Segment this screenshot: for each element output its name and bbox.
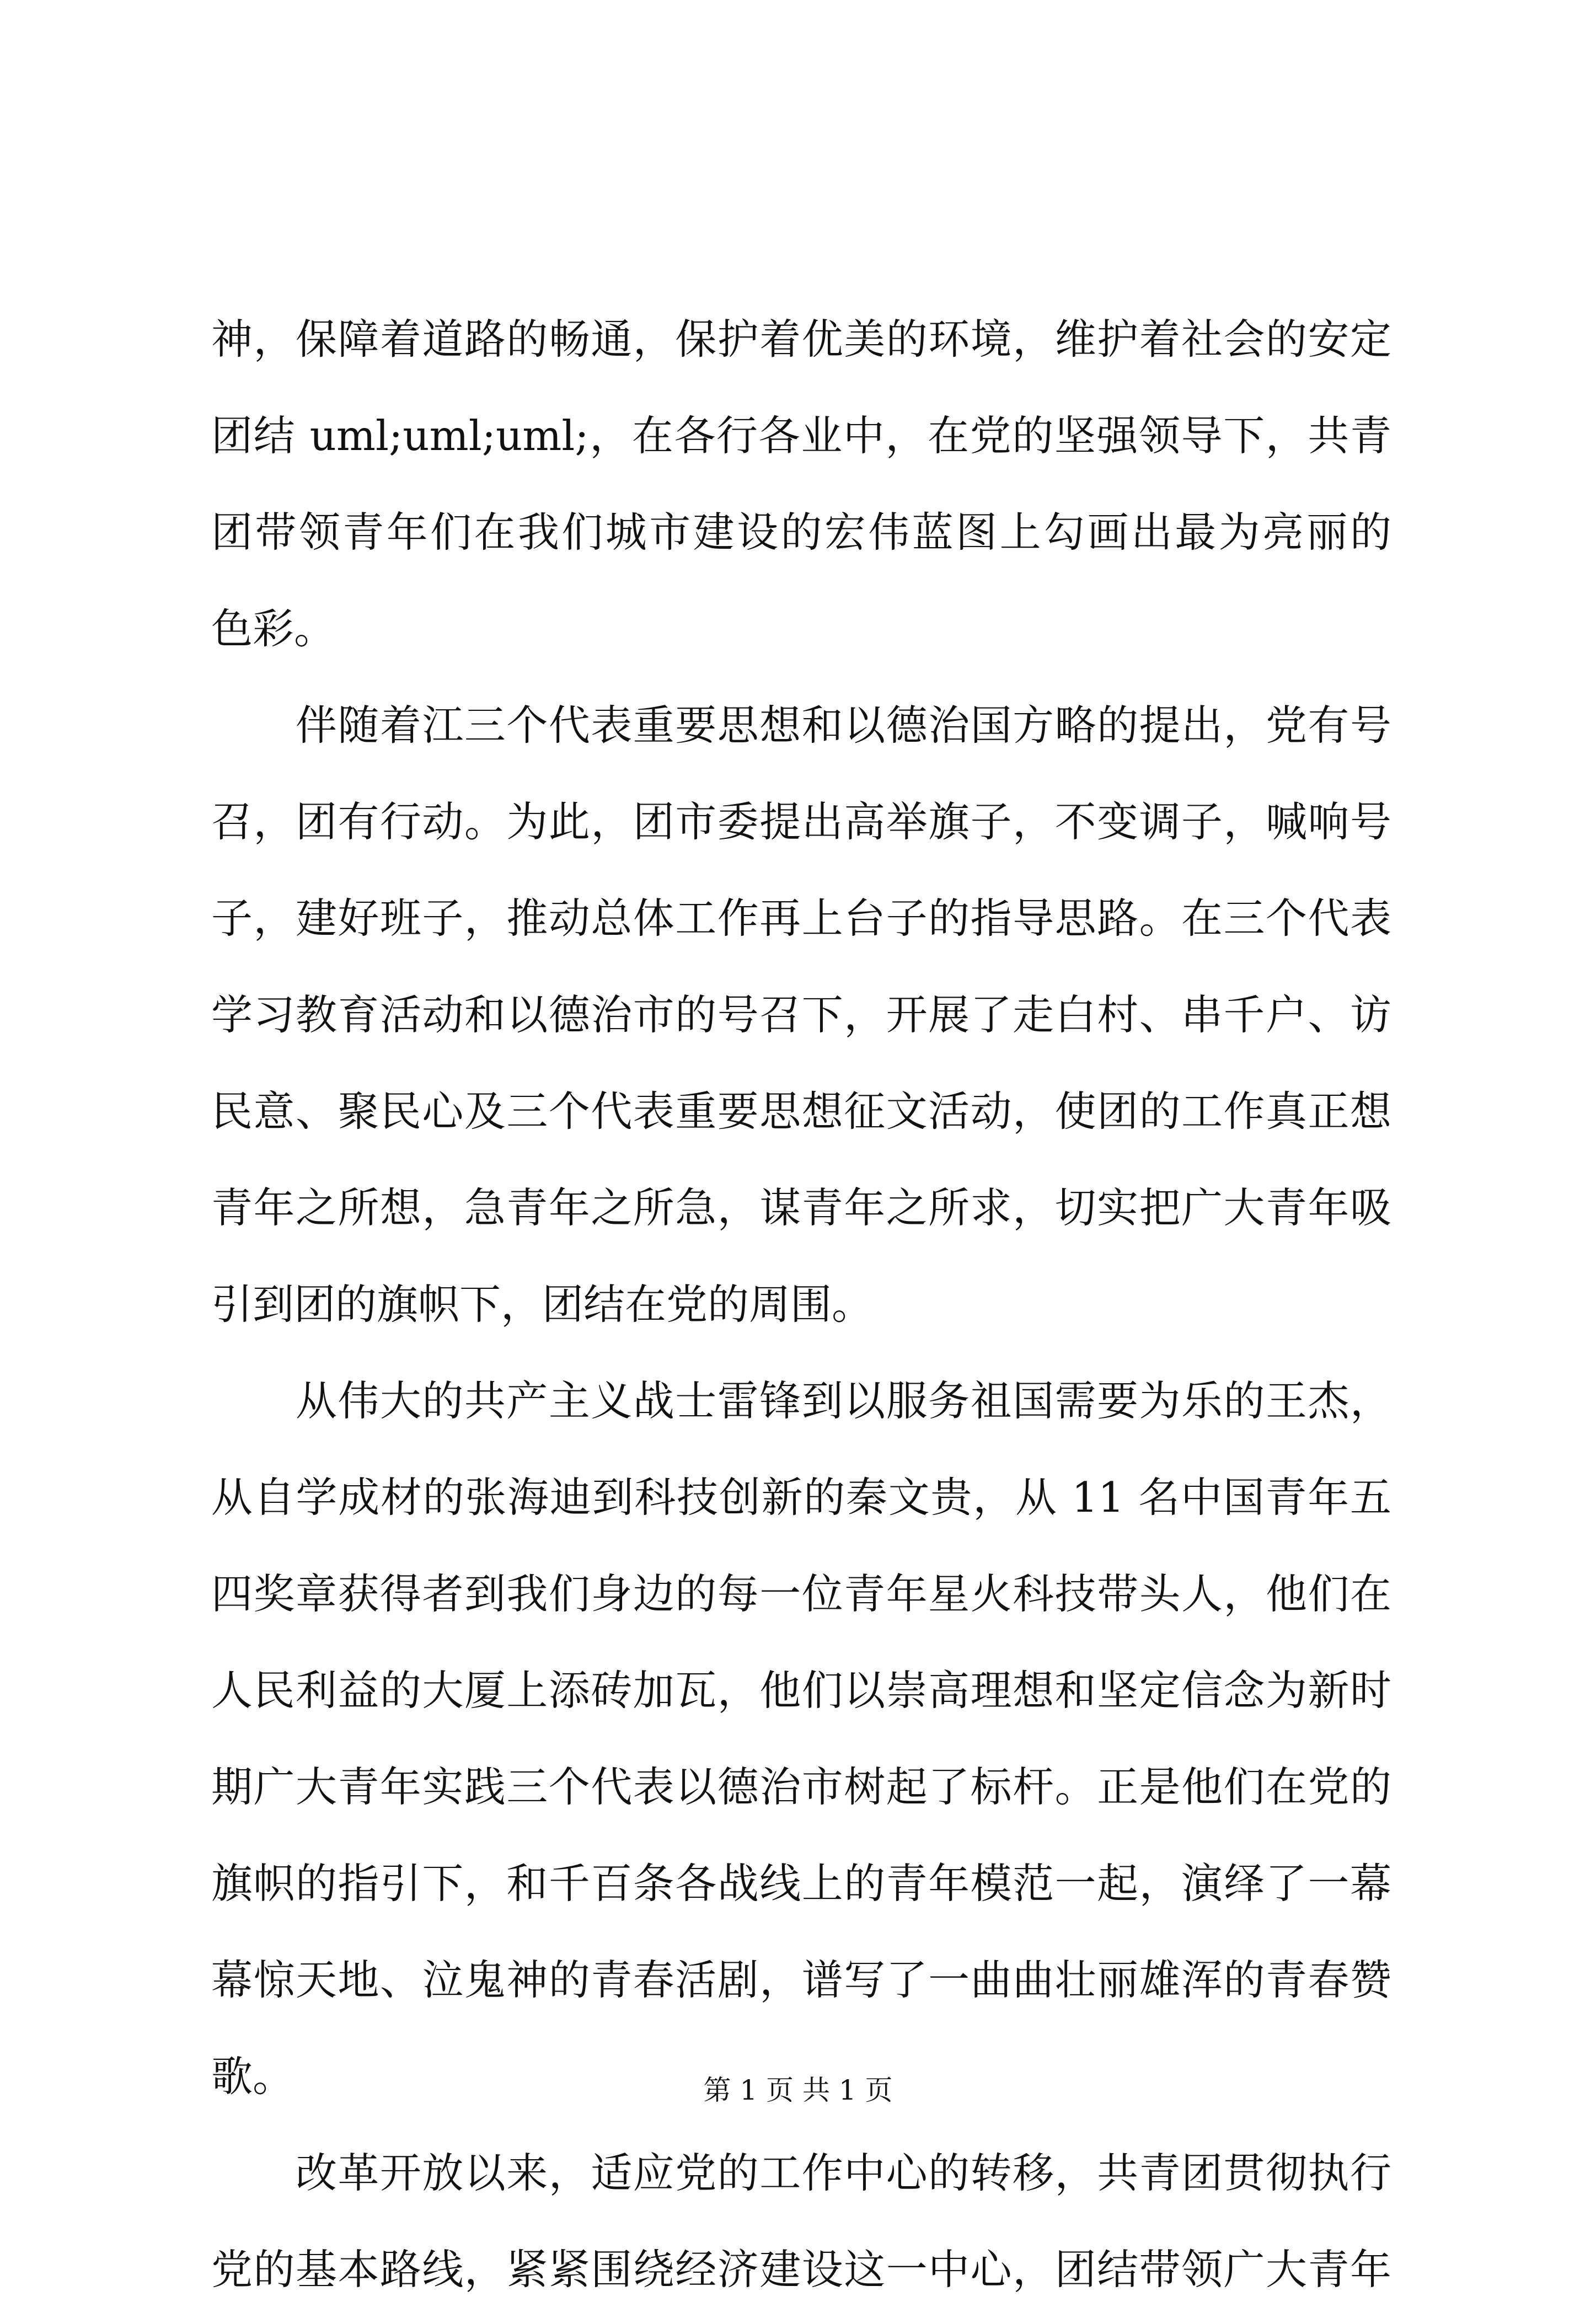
text-line: 改革开放以来，适应党的工作中心的转移，共青团贯彻执行 [211,2149,1391,2197]
text-line: 歌。 [211,2052,294,2101]
text-line: 引到团的旗帜下，团结在党的周围。 [211,1280,874,1329]
text-line: 青年之所想，急青年之所急，谋青年之所求，切实把广大青年吸 [211,1184,1391,1232]
text-line: 色彩。 [211,604,336,653]
text-line: 从伟大的共产主义战士雷锋到以服务祖国需要为乐的王杰， [211,1377,1391,1425]
text-line: 人民利益的大厦上添砖加瓦，他们以崇高理想和坚定信念为新时 [211,1666,1391,1715]
text-line: 团结 uml;uml;uml;，在各行各业中，在党的坚强领导下，共青 [211,411,1391,460]
page-footer: 第 1 页 共 1 页 [703,2074,893,2106]
text-line: 党的基本路线，紧紧围绕经济建设这一中心，团结带领广大青年 [211,2245,1391,2294]
text-line: 期广大青年实践三个代表以德治市树起了标杆。正是他们在党的 [211,1763,1391,1811]
text-line: 神，保障着道路的畅通，保护着优美的环境，维护着社会的安定 [211,315,1391,363]
text-line: 子，建好班子，推动总体工作再上台子的指导思路。在三个代表 [211,894,1391,943]
text-line: 民意、聚民心及三个代表重要思想征文活动，使团的工作真正想 [211,1087,1391,1136]
text-line: 旗帜的指引下，和千百条各战线上的青年模范一起，演绎了一幕 [211,1859,1391,1908]
text-line: 伴随着江三个代表重要思想和以德治国方略的提出，党有号 [211,701,1391,750]
text-line: 幕惊天地、泣鬼神的青春活剧，谱写了一曲曲壮丽雄浑的青春赞 [211,1956,1391,2004]
text-line: 召，团有行动。为此，团市委提出高举旗子，不变调子，喊响号 [211,797,1391,846]
text-line: 从自学成材的张海迪到科技创新的秦文贵，从 11 名中国青年五 [211,1473,1391,1522]
text-line: 学习教育活动和以德治市的号召下，开展了走白村、串千户、访 [211,991,1391,1039]
text-line: 四奖章获得者到我们身边的每一位青年星火科技带头人，他们在 [211,1570,1391,1618]
document-body [211,291,1391,2318]
text-line: 团带领青年们在我们城市建设的宏伟蓝图上勾画出最为亮丽的 [211,508,1391,556]
